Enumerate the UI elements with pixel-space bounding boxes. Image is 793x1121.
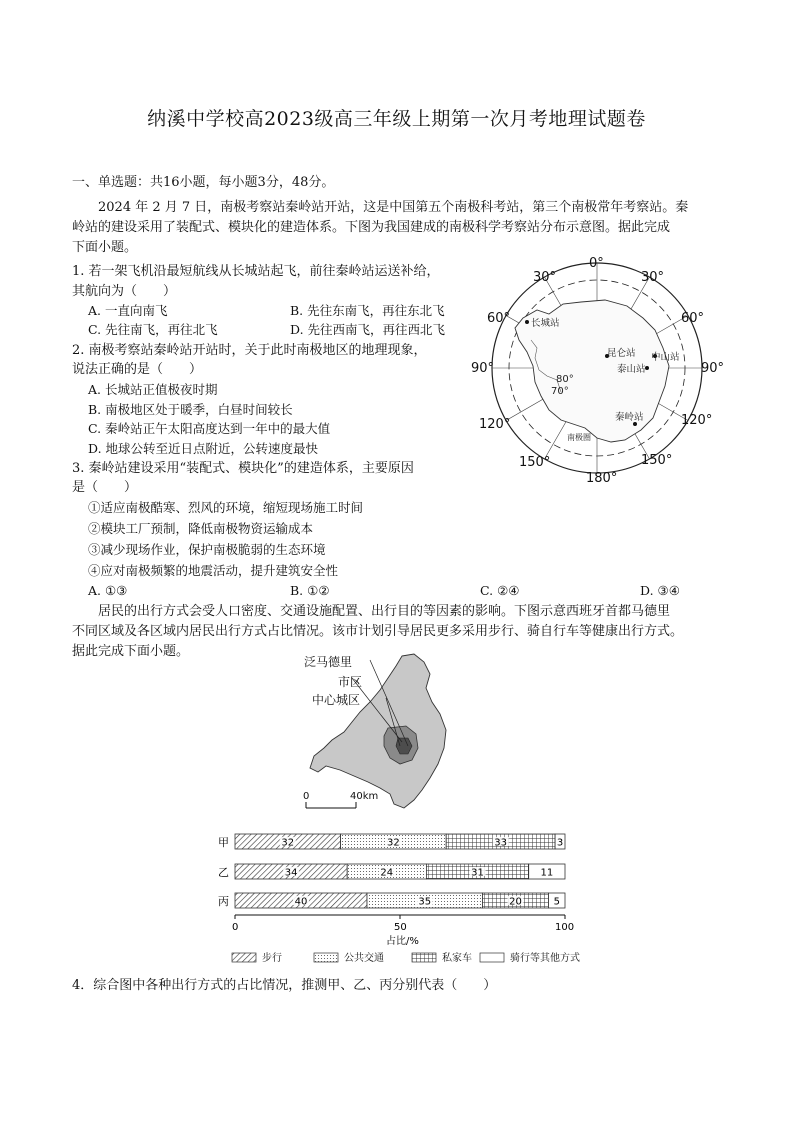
q2-option-d: D. 地球公转至近日点附近，公转速度最快 <box>88 441 319 456</box>
q1-stem-line2: 其航向为（ ） <box>72 284 177 299</box>
chart-legend <box>232 951 580 964</box>
q2-option-c: C. 秦岭站正午太阳高度达到一年中的最大值 <box>88 421 331 436</box>
category-label: 丙 <box>218 895 229 908</box>
data-label-walk: 32 <box>281 837 295 849</box>
intro1-line3: 下面小题。 <box>72 240 138 255</box>
data-label-other: 11 <box>540 867 554 879</box>
q3-option-b: B. ①② <box>290 583 330 598</box>
bars-layer <box>218 834 565 908</box>
data-label-walk: 40 <box>294 896 308 908</box>
legend-car: 私家车 <box>442 953 472 964</box>
lon-label: 180° <box>586 471 618 486</box>
lat-label: 70° <box>551 386 569 397</box>
lon-label: 150° <box>519 455 551 470</box>
q4-stem: 4．综合图中各种出行方式的占比情况，推测甲、乙、丙分别代表（ ） <box>72 978 497 993</box>
intro2-line1: 居民的出行方式会受人口密度、交通设施配置、出行目的等因素的影响。下图示意西班牙首都马德里 <box>98 604 671 619</box>
legend-swatch-walk <box>232 953 256 962</box>
x-tick-label: 0 <box>232 922 239 933</box>
label-greater-madrid: 泛马德里 <box>304 655 353 669</box>
legend-swatch-car <box>412 953 436 962</box>
legend-transit: 公共交通 <box>344 953 384 964</box>
station-label-kunlun: 昆仑站 <box>607 348 636 359</box>
antarctic-circle-label: 南极圈 <box>567 433 591 442</box>
x-tick-label: 50 <box>394 922 407 933</box>
scale-end: 40km <box>350 791 379 802</box>
q3-option-c: C. ②④ <box>480 583 520 598</box>
q3-statement-1: ①适应南极酷寒、烈风的环境，缩短现场施工时间 <box>88 500 364 515</box>
q1-option-c: C. 先往南飞，再往北飞 <box>88 322 218 337</box>
q3-option-d: D. ③④ <box>640 583 680 598</box>
q3-statement-3: ③减少现场作业，保护南极脆弱的生态环境 <box>88 542 326 557</box>
legend-swatch-other <box>480 953 504 962</box>
greater-madrid-region <box>310 654 446 808</box>
lon-label: 90° <box>471 361 495 376</box>
data-label-transit: 32 <box>387 837 400 849</box>
lon-label: 150° <box>641 453 673 468</box>
scale-start: 0 <box>303 791 310 802</box>
map-scale-bar <box>303 791 378 808</box>
lat-label: 80° <box>556 374 574 385</box>
label-central-city: 中心城区 <box>312 693 361 707</box>
intro1-line1: 2024 年 2 月 7 日，南极考察站秦岭站开站，这是中国第五个南极科考站，第三个南极常年考察站。秦 <box>98 200 689 215</box>
antarctica-station-map <box>465 252 730 487</box>
x-axis <box>232 915 574 947</box>
station-label-zhongshan: 中山站 <box>651 352 680 363</box>
station-label-qinling: 秦岭站 <box>615 412 644 423</box>
q1-option-b: B. 先往东南飞，再往东北飞 <box>290 303 445 318</box>
q1-stem-line1: 1. 若一架飞机沿最短航线从长城站起飞，前往秦岭站运送补给， <box>72 264 440 279</box>
q3-statement-2: ②模块工厂预制，降低南极物资运输成本 <box>88 521 314 536</box>
intro2-line2: 不同区域及各区域内居民出行方式占比情况。该市计划引导居民更多采用步行、骑自行车等健康出行方式。 <box>72 624 684 639</box>
section-heading: 一、单选题：共16小题，每小题3分，48分。 <box>72 175 335 190</box>
q2-stem-line1: 2. 南极考察站秦岭站开站时，关于此时南极地区的地理现象， <box>72 343 427 358</box>
data-label-transit: 24 <box>380 867 394 879</box>
page-title: 纳溪中学校高2023级高三年级上期第一次月考地理试题卷 <box>147 108 646 130</box>
q3-stem-line1: 3. 秦岭站建设采用“装配式、模块化”的建造体系，主要原因 <box>72 461 414 476</box>
q3-statement-4: ④应对南极频繁的地震活动，提升建筑安全性 <box>88 563 339 578</box>
x-tick-label: 100 <box>555 922 575 933</box>
label-city: 市区 <box>338 675 363 689</box>
data-label-car: 20 <box>509 896 522 908</box>
q1-option-d: D. 先往西南飞，再往西北飞 <box>290 322 446 337</box>
q2-option-a: A. 长城站正值极夜时期 <box>88 382 218 397</box>
lon-label: 120° <box>681 413 713 428</box>
legend-other: 骑行等其他方式 <box>510 953 580 964</box>
x-axis-label: 占比/% <box>386 936 419 947</box>
intro-passage-1 <box>72 198 732 258</box>
data-label-other: 3 <box>556 837 564 849</box>
lon-label: 60° <box>681 311 705 326</box>
data-label-other: 5 <box>553 896 560 908</box>
q1-option-a: A. 一直向南飞 <box>88 303 168 318</box>
legend-swatch-transit <box>314 953 338 962</box>
lon-label: 90° <box>701 361 725 376</box>
madrid-map <box>298 648 448 816</box>
q3-option-a: A. ①③ <box>88 583 128 598</box>
lon-label: 30° <box>533 270 557 285</box>
station-label-great-wall: 长城站 <box>531 318 560 329</box>
lon-label: 120° <box>479 417 511 432</box>
lon-label: 0° <box>589 256 604 271</box>
category-label: 乙 <box>218 866 229 879</box>
lon-label: 60° <box>487 311 511 326</box>
lon-label: 30° <box>641 270 665 285</box>
q3-stem-line2: 是（ ） <box>72 480 138 495</box>
category-label: 甲 <box>218 836 229 849</box>
q2-option-b: B. 南极地区处于暖季，白昼时间较长 <box>88 402 293 417</box>
data-label-car: 31 <box>471 867 484 879</box>
data-label-car: 33 <box>494 837 508 849</box>
intro2-line3: 据此完成下面小题。 <box>72 644 190 659</box>
intro1-line2: 岭站的建设采用了装配式、模块化的建造体系。下图为我国建成的南极科学考察站分布示意图。据此完成 <box>72 220 671 235</box>
travel-mode-share-chart <box>212 822 592 970</box>
data-label-walk: 34 <box>284 867 298 879</box>
legend-walk: 步行 <box>262 953 282 964</box>
q2-stem-line2: 说法正确的是（ ） <box>72 362 203 377</box>
data-label-transit: 35 <box>418 896 432 908</box>
station-label-taishan: 泰山站 <box>617 364 646 375</box>
